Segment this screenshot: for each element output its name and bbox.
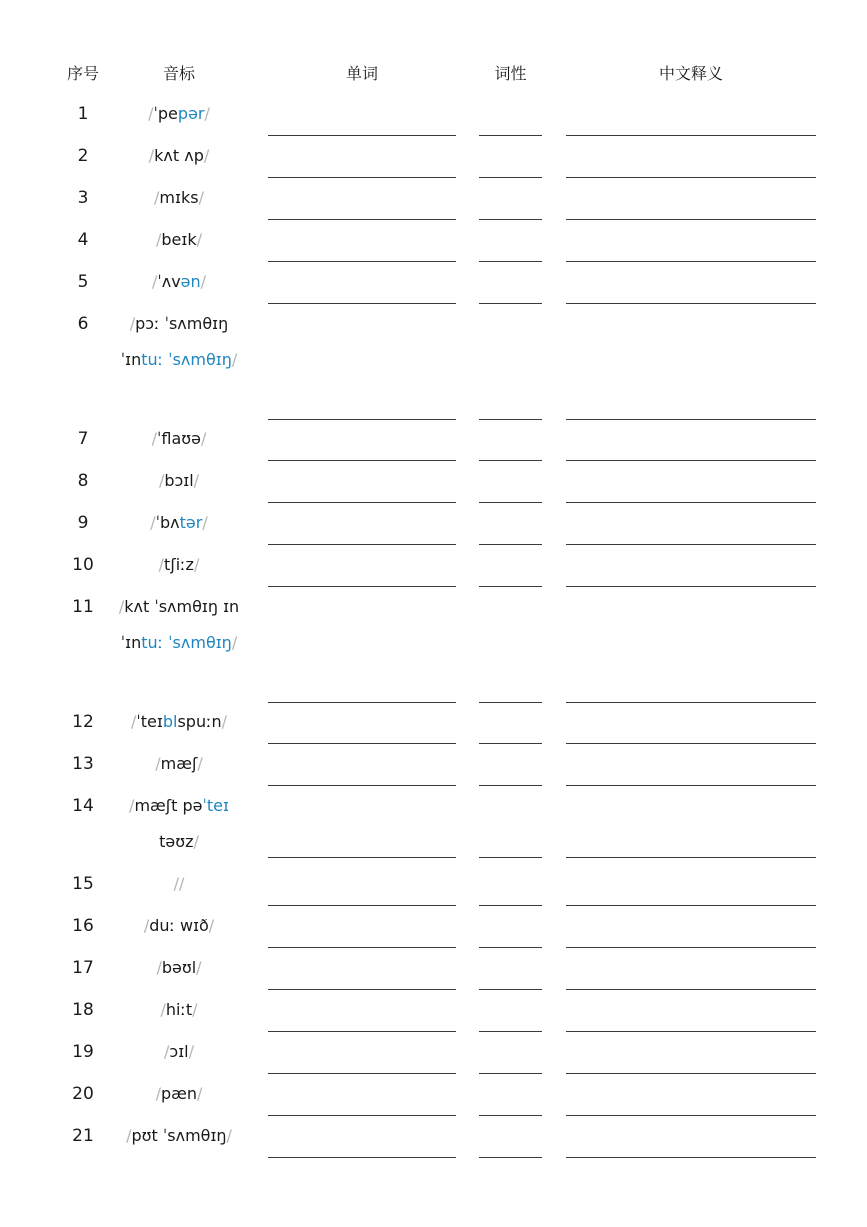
slash-close: / bbox=[197, 754, 203, 773]
slash-close: / bbox=[196, 230, 202, 249]
phonetic-segment: hiːt bbox=[165, 1000, 193, 1019]
phonetic-transcription bbox=[110, 704, 248, 740]
meaning-answer-line[interactable] bbox=[566, 303, 816, 304]
row-number: 16 bbox=[72, 916, 94, 936]
meaning-answer-line[interactable] bbox=[566, 743, 816, 744]
row-number: 20 bbox=[72, 1084, 94, 1104]
phonetic-segment: ˈflaʊə bbox=[156, 429, 201, 448]
pos-answer-line[interactable] bbox=[479, 785, 542, 786]
phonetic-segment: tər bbox=[179, 513, 203, 532]
phonetic-transcription bbox=[110, 463, 248, 499]
row-number: 7 bbox=[77, 429, 89, 449]
phonetic-transcription bbox=[110, 138, 248, 174]
meaning-answer-line[interactable] bbox=[566, 1073, 816, 1074]
pos-answer-line[interactable] bbox=[479, 743, 542, 744]
table-row bbox=[0, 708, 867, 744]
table-row bbox=[0, 184, 867, 220]
table-header bbox=[0, 60, 867, 88]
word-answer-line[interactable] bbox=[268, 857, 456, 858]
pos-answer-line[interactable] bbox=[479, 586, 542, 587]
phonetic-segment: ˈbʌ bbox=[155, 513, 180, 532]
slash-open: / bbox=[148, 104, 154, 123]
meaning-answer-line[interactable] bbox=[566, 785, 816, 786]
slash-close: / bbox=[231, 633, 238, 652]
table-row bbox=[0, 954, 867, 990]
meaning-answer-line[interactable] bbox=[566, 586, 816, 587]
phonetic-segment: ˈsʌmθɪŋ bbox=[168, 633, 232, 652]
phonetic-segment: bɔɪl bbox=[164, 471, 194, 490]
slash-open: / bbox=[129, 796, 135, 815]
meaning-answer-line[interactable] bbox=[566, 1115, 816, 1116]
pos-answer-line[interactable] bbox=[479, 702, 542, 703]
phonetic-segment: ən bbox=[180, 272, 201, 291]
phonetic-segment: pɔː ˈsʌmθɪŋ ˈɪn bbox=[120, 314, 229, 369]
row-number: 1 bbox=[77, 104, 89, 124]
pos-answer-line[interactable] bbox=[479, 857, 542, 858]
pos-answer-line[interactable] bbox=[479, 544, 542, 545]
phonetic-transcription bbox=[110, 950, 248, 986]
word-answer-line[interactable] bbox=[268, 1157, 456, 1158]
row-number: 13 bbox=[72, 754, 94, 774]
table-row bbox=[0, 912, 867, 948]
slash-open: / bbox=[118, 597, 125, 616]
pos-answer-line[interactable] bbox=[479, 219, 542, 220]
pos-answer-line[interactable] bbox=[479, 1115, 542, 1116]
word-answer-line[interactable] bbox=[268, 905, 456, 906]
slash-open: / bbox=[151, 272, 158, 291]
phonetic-segment: duː wɪð bbox=[149, 916, 209, 935]
phonetic-segment: ˈʌv bbox=[157, 272, 181, 291]
phonetic-transcription bbox=[110, 180, 248, 216]
slash-open: / bbox=[160, 1000, 166, 1019]
table-row bbox=[0, 310, 867, 420]
slash-close: / bbox=[179, 874, 185, 893]
word-answer-line[interactable] bbox=[268, 261, 456, 262]
row-number: 15 bbox=[72, 874, 94, 894]
table-row bbox=[0, 467, 867, 503]
slash-open: / bbox=[148, 146, 155, 165]
meaning-answer-line[interactable] bbox=[566, 460, 816, 461]
slash-close: / bbox=[204, 104, 210, 123]
table-row bbox=[0, 1122, 867, 1158]
phonetic-transcription bbox=[110, 547, 248, 583]
slash-close: / bbox=[197, 1084, 203, 1103]
row-number: 17 bbox=[72, 958, 94, 978]
header-chinese-meaning: 中文释义 bbox=[658, 64, 723, 83]
word-answer-line[interactable] bbox=[268, 947, 456, 948]
phonetic-transcription bbox=[110, 421, 248, 457]
meaning-answer-line[interactable] bbox=[566, 905, 816, 906]
phonetic-transcription bbox=[110, 589, 248, 661]
row-number: 18 bbox=[72, 1000, 94, 1020]
header-word: 单词 bbox=[345, 64, 378, 83]
phonetic-segment: mæʃ bbox=[160, 754, 198, 773]
table-row bbox=[0, 750, 867, 786]
pos-answer-line[interactable] bbox=[479, 1073, 542, 1074]
row-number: 21 bbox=[72, 1126, 94, 1146]
slash-open: / bbox=[126, 1126, 132, 1145]
slash-close: / bbox=[201, 429, 207, 448]
row-number: 12 bbox=[72, 712, 94, 732]
slash-open: / bbox=[156, 958, 162, 977]
word-answer-line[interactable] bbox=[268, 219, 456, 220]
phonetic-segment: bəʊl bbox=[161, 958, 197, 977]
word-answer-line[interactable] bbox=[268, 177, 456, 178]
row-number: 3 bbox=[77, 188, 89, 208]
meaning-answer-line[interactable] bbox=[566, 1031, 816, 1032]
phonetic-segment: ˈsʌmθɪŋ bbox=[163, 350, 232, 369]
slash-close: / bbox=[231, 350, 238, 369]
word-answer-line[interactable] bbox=[268, 460, 456, 461]
pos-answer-line[interactable] bbox=[479, 177, 542, 178]
phonetic-segment: mɪks bbox=[159, 188, 199, 207]
word-answer-line[interactable] bbox=[268, 1073, 456, 1074]
slash-open: / bbox=[150, 513, 156, 532]
slash-close: / bbox=[188, 1042, 194, 1061]
row-number: 4 bbox=[77, 230, 89, 250]
table-row bbox=[0, 792, 867, 858]
meaning-answer-line[interactable] bbox=[566, 857, 816, 858]
phonetic-transcription bbox=[110, 264, 248, 300]
meaning-answer-line[interactable] bbox=[566, 544, 816, 545]
slash-close: / bbox=[221, 712, 228, 731]
phonetic-transcription bbox=[110, 96, 248, 132]
pos-answer-line[interactable] bbox=[479, 460, 542, 461]
slash-close: / bbox=[203, 146, 210, 165]
slash-open: / bbox=[129, 314, 136, 333]
slash-close: / bbox=[226, 1126, 232, 1145]
phonetic-segment: tʃiːz bbox=[164, 555, 194, 574]
row-number: 11 bbox=[72, 597, 94, 617]
phonetic-segment: ˈteɪ bbox=[202, 796, 229, 815]
phonetic-segment: pæn bbox=[160, 1084, 197, 1103]
word-answer-line[interactable] bbox=[268, 544, 456, 545]
pos-answer-line[interactable] bbox=[479, 1157, 542, 1158]
row-number: 14 bbox=[72, 796, 94, 816]
meaning-answer-line[interactable] bbox=[566, 261, 816, 262]
meaning-answer-line[interactable] bbox=[566, 135, 816, 136]
slash-open: / bbox=[130, 712, 137, 731]
word-answer-line[interactable] bbox=[268, 135, 456, 136]
slash-close: / bbox=[193, 832, 199, 851]
table-row bbox=[0, 996, 867, 1032]
word-answer-line[interactable] bbox=[268, 785, 456, 786]
phonetic-segment: təʊz bbox=[159, 832, 194, 851]
slash-open: / bbox=[143, 916, 150, 935]
phonetic-segment: beɪk bbox=[161, 230, 197, 249]
slash-close: / bbox=[202, 513, 208, 532]
phonetic-transcription bbox=[110, 222, 248, 258]
pos-answer-line[interactable] bbox=[479, 303, 542, 304]
meaning-answer-line[interactable] bbox=[566, 989, 816, 990]
table-row bbox=[0, 870, 867, 906]
slash-open: / bbox=[173, 874, 179, 893]
phonetic-segment: spuːn bbox=[177, 712, 222, 731]
pos-answer-line[interactable] bbox=[479, 502, 542, 503]
phonetic-segment: ˈteɪ bbox=[136, 712, 163, 731]
phonetic-transcription bbox=[110, 306, 248, 378]
phonetic-segment: kʌt ʌp bbox=[154, 146, 204, 165]
table-row bbox=[0, 268, 867, 304]
slash-open: / bbox=[164, 1042, 170, 1061]
header-phonetic: 音标 bbox=[162, 64, 195, 83]
row-number: 2 bbox=[77, 146, 89, 166]
phonetic-transcription bbox=[110, 746, 248, 782]
meaning-answer-line[interactable] bbox=[566, 219, 816, 220]
meaning-answer-line[interactable] bbox=[566, 419, 816, 420]
word-answer-line[interactable] bbox=[268, 586, 456, 587]
meaning-answer-line[interactable] bbox=[566, 502, 816, 503]
word-answer-line[interactable] bbox=[268, 743, 456, 744]
word-answer-line[interactable] bbox=[268, 502, 456, 503]
phonetic-segment: tuː bbox=[141, 350, 164, 369]
slash-close: / bbox=[193, 555, 200, 574]
row-number: 5 bbox=[77, 272, 89, 292]
pos-answer-line[interactable] bbox=[479, 419, 542, 420]
slash-close: / bbox=[196, 958, 202, 977]
word-answer-line[interactable] bbox=[268, 1115, 456, 1116]
row-number: 10 bbox=[72, 555, 94, 575]
phonetic-segment: mæʃt pə bbox=[134, 796, 203, 815]
phonetic-transcription bbox=[110, 1118, 248, 1154]
pos-answer-line[interactable] bbox=[479, 947, 542, 948]
table-row bbox=[0, 1080, 867, 1116]
word-answer-line[interactable] bbox=[268, 702, 456, 703]
phonetic-transcription bbox=[110, 1076, 248, 1112]
word-answer-line[interactable] bbox=[268, 1031, 456, 1032]
phonetic-segment: kʌt ˈsʌmθɪŋ ɪn ˈɪn bbox=[120, 597, 240, 652]
phonetic-segment: pər bbox=[177, 104, 205, 123]
table-row bbox=[0, 593, 867, 703]
header-index: 序号 bbox=[66, 64, 99, 83]
slash-open: / bbox=[158, 555, 165, 574]
meaning-answer-line[interactable] bbox=[566, 947, 816, 948]
table-row bbox=[0, 509, 867, 545]
slash-open: / bbox=[155, 1084, 161, 1103]
phonetic-transcription bbox=[110, 992, 248, 1028]
table-row bbox=[0, 551, 867, 587]
pos-answer-line[interactable] bbox=[479, 135, 542, 136]
pos-answer-line[interactable] bbox=[479, 905, 542, 906]
table-row bbox=[0, 425, 867, 461]
phonetic-segment: bl bbox=[162, 712, 178, 731]
phonetic-segment: ˈpe bbox=[153, 104, 178, 123]
phonetic-transcription bbox=[110, 505, 248, 541]
slash-open: / bbox=[154, 188, 160, 207]
row-number: 6 bbox=[77, 314, 89, 334]
meaning-answer-line[interactable] bbox=[566, 702, 816, 703]
slash-open: / bbox=[158, 471, 165, 490]
slash-close: / bbox=[200, 272, 207, 291]
word-answer-line[interactable] bbox=[268, 419, 456, 420]
meaning-answer-line[interactable] bbox=[566, 1157, 816, 1158]
table-row bbox=[0, 1038, 867, 1074]
table-row bbox=[0, 100, 867, 136]
phonetic-transcription bbox=[110, 1034, 248, 1070]
slash-close: / bbox=[192, 1000, 198, 1019]
phonetic-segment: ɔɪl bbox=[169, 1042, 189, 1061]
slash-close: / bbox=[193, 471, 200, 490]
slash-open: / bbox=[155, 754, 161, 773]
pos-answer-line[interactable] bbox=[479, 261, 542, 262]
phonetic-transcription bbox=[110, 908, 248, 944]
pos-answer-line[interactable] bbox=[479, 989, 542, 990]
meaning-answer-line[interactable] bbox=[566, 177, 816, 178]
word-answer-line[interactable] bbox=[268, 303, 456, 304]
slash-open: / bbox=[156, 230, 162, 249]
slash-close: / bbox=[208, 916, 215, 935]
table-row bbox=[0, 226, 867, 262]
pos-answer-line[interactable] bbox=[479, 1031, 542, 1032]
phonetic-segment: pʊt ˈsʌmθɪŋ bbox=[131, 1126, 227, 1145]
phonetic-segment: tuː bbox=[141, 633, 164, 652]
header-part-of-speech: 词性 bbox=[494, 64, 527, 83]
row-number: 9 bbox=[77, 513, 89, 533]
row-number: 8 bbox=[77, 471, 89, 491]
table-row bbox=[0, 142, 867, 178]
word-answer-line[interactable] bbox=[268, 989, 456, 990]
phonetic-transcription bbox=[110, 788, 248, 860]
row-number: 19 bbox=[72, 1042, 94, 1062]
slash-open: / bbox=[151, 429, 157, 448]
slash-close: / bbox=[198, 188, 204, 207]
phonetic-transcription bbox=[110, 866, 248, 902]
